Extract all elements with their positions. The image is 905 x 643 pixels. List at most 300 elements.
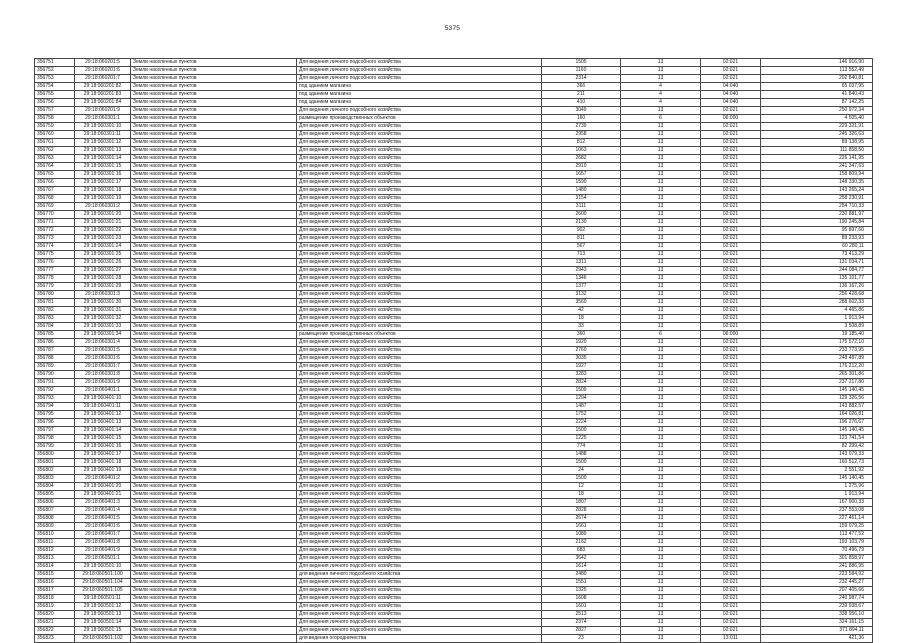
permitted-use-cell: Для ведения личного подсобного хозяйства <box>297 211 542 219</box>
table-row <box>35 395 873 403</box>
cadastral-number-cell: 29:18:060401:8 <box>75 539 131 547</box>
land-category-cell: Земли населенных пунктов <box>131 251 297 259</box>
use-code-cell: 13 <box>621 507 701 515</box>
area-cell: 160 <box>542 115 621 123</box>
permitted-use-cell: Для ведения личного подсобного хозяйства <box>297 507 542 515</box>
row-number-cell: 356780 <box>35 291 75 299</box>
cadastral-number-cell: 29:18:060401:10 <box>75 395 131 403</box>
table-row <box>35 443 873 451</box>
land-category-cell: Земли населенных пунктов <box>131 291 297 299</box>
permitted-use-cell: Для ведения личного подсобного хозяйства <box>297 619 542 627</box>
page-number: 5375 <box>444 25 461 32</box>
cadastral-value-cell: 145 140,45 <box>761 387 873 395</box>
row-number-cell: 356795 <box>35 411 75 419</box>
table-row <box>35 171 873 179</box>
classifier-code-cell: 02:021 <box>701 571 761 579</box>
permitted-use-cell: Для ведения личного подсобного хозяйства <box>297 131 542 139</box>
use-code-cell: 13 <box>621 523 701 531</box>
row-number-cell: 356803 <box>35 475 75 483</box>
table-row <box>35 523 873 531</box>
classifier-code-cell: 02:021 <box>701 491 761 499</box>
permitted-use-cell: Для ведения личного подсобного хозяйства <box>297 259 542 267</box>
table-row <box>35 611 873 619</box>
land-category-cell: Земли населенных пунктов <box>131 243 297 251</box>
area-cell: 1377 <box>542 283 621 291</box>
cadastral-number-cell: 29:18:060501:105 <box>75 587 131 595</box>
row-number-cell: 356811 <box>35 539 75 547</box>
use-code-cell: 13 <box>621 475 701 483</box>
permitted-use-cell: Для ведения личного подсобного хозяйства <box>297 403 542 411</box>
cadastral-number-cell: 29:18:060301:29 <box>75 283 131 291</box>
area-cell: 1488 <box>542 451 621 459</box>
permitted-use-cell: Для ведения личного подсобного хозяйства <box>297 75 542 83</box>
use-code-cell: 13 <box>621 419 701 427</box>
permitted-use-cell: Для ведения личного подсобного хозяйства <box>297 163 542 171</box>
permitted-use-cell: Для ведения личного подсобного хозяйства <box>297 595 542 603</box>
area-cell: 2480 <box>542 571 621 579</box>
row-number-cell: 356758 <box>35 115 75 123</box>
cadastral-number-cell: 29:18:060301:34 <box>75 331 131 339</box>
cadastral-value-cell: 164 026,81 <box>761 411 873 419</box>
row-number-cell: 356759 <box>35 123 75 131</box>
use-code-cell: 13 <box>621 291 701 299</box>
cadastral-value-cell: 288 602,33 <box>761 299 873 307</box>
permitted-use-cell: Для ведения личного подсобного хозяйства <box>297 219 542 227</box>
area-cell: 713 <box>542 251 621 259</box>
area-cell: 2828 <box>542 507 621 515</box>
use-code-cell: 13 <box>621 107 701 115</box>
row-number-cell: 356797 <box>35 427 75 435</box>
land-category-cell: Земли населенных пунктов <box>131 411 297 419</box>
classifier-code-cell: 02:021 <box>701 59 761 67</box>
permitted-use-cell: размещение производственных объектов <box>297 331 542 339</box>
classifier-code-cell: 02:021 <box>701 523 761 531</box>
cadastral-number-cell: 29:18:060401:4 <box>75 507 131 515</box>
cadastral-value-cell: 239 938,67 <box>761 603 873 611</box>
table-row <box>35 419 873 427</box>
table-row <box>35 331 873 339</box>
permitted-use-cell: Для ведения личного подсобного хозяйства <box>297 171 542 179</box>
land-category-cell: Земли населенных пунктов <box>131 67 297 75</box>
cadastral-number-cell: 29:18:060301:27 <box>75 267 131 275</box>
land-category-cell: Земли населенных пунктов <box>131 587 297 595</box>
cadastral-value-cell: 60 280,11 <box>761 243 873 251</box>
classifier-code-cell: 02:021 <box>701 347 761 355</box>
use-code-cell: 13 <box>621 427 701 435</box>
cadastral-number-cell: 29:18:060301:10 <box>75 123 131 131</box>
area-cell: 902 <box>542 227 621 235</box>
use-code-cell: 13 <box>621 307 701 315</box>
cadastral-number-cell: 29:18:060401:15 <box>75 435 131 443</box>
row-number-cell: 356778 <box>35 275 75 283</box>
area-cell: 2224 <box>542 419 621 427</box>
classifier-code-cell: 13:011 <box>701 635 761 643</box>
use-code-cell: 4 <box>621 99 701 107</box>
use-code-cell: 13 <box>621 75 701 83</box>
row-number-cell: 356822 <box>35 627 75 635</box>
cadastral-value-cell: 158 809,94 <box>761 171 873 179</box>
cadastral-value-cell: 338 956,10 <box>761 611 873 619</box>
classifier-code-cell: 02:021 <box>701 587 761 595</box>
cadastral-value-cell: 223 584,92 <box>761 571 873 579</box>
permitted-use-cell: Для ведения личного подсобного хозяйства <box>297 611 542 619</box>
use-code-cell: 13 <box>621 411 701 419</box>
permitted-use-cell: под зданием магазина <box>297 91 542 99</box>
permitted-use-cell: Для ведения личного подсобного хозяйства <box>297 291 542 299</box>
use-code-cell: 13 <box>621 491 701 499</box>
land-category-cell: Земли населенных пунктов <box>131 99 297 107</box>
table-row <box>35 267 873 275</box>
cadastral-number-cell: 29:18:060501:13 <box>75 611 131 619</box>
row-number-cell: 356753 <box>35 75 75 83</box>
table-row <box>35 187 873 195</box>
table-row <box>35 403 873 411</box>
row-number-cell: 356823 <box>35 635 75 643</box>
area-cell: 24 <box>542 467 621 475</box>
row-number-cell: 356751 <box>35 59 75 67</box>
row-number-cell: 356796 <box>35 419 75 427</box>
table-row <box>35 515 873 523</box>
cadastral-value-cell: 143 079,33 <box>761 451 873 459</box>
permitted-use-cell: Для ведения личного подсобного хозяйства <box>297 179 542 187</box>
row-number-cell: 356776 <box>35 259 75 267</box>
cadastral-number-cell: 29:18:060301:28 <box>75 275 131 283</box>
cadastral-number-cell: 29:18:060301:15 <box>75 163 131 171</box>
cadastral-value-cell: 111 858,50 <box>761 147 873 155</box>
classifier-code-cell: 02:021 <box>701 147 761 155</box>
use-code-cell: 13 <box>621 483 701 491</box>
table-row <box>35 163 873 171</box>
cadastral-number-cell: 29:18:060301:12 <box>75 139 131 147</box>
classifier-code-cell: 02:021 <box>701 363 761 371</box>
cadastral-number-cell: 29:18:060201:9 <box>75 107 131 115</box>
cadastral-number-cell: 29:18:060301:19 <box>75 195 131 203</box>
permitted-use-cell: Для ведения личного подсобного хозяйства <box>297 395 542 403</box>
use-code-cell: 4 <box>621 83 701 91</box>
cadastral-value-cell: 4 465,86 <box>761 307 873 315</box>
cadastral-value-cell: 241 347,63 <box>761 163 873 171</box>
cadastral-number-cell: 29:18:060301:16 <box>75 171 131 179</box>
row-number-cell: 356801 <box>35 459 75 467</box>
cadastral-value-cell: 421,36 <box>761 635 873 643</box>
use-code-cell: 6 <box>621 115 701 123</box>
land-category-cell: Земли населенных пунктов <box>131 347 297 355</box>
row-number-cell: 356772 <box>35 227 75 235</box>
area-cell: 2943 <box>542 267 621 275</box>
row-number-cell: 356798 <box>35 435 75 443</box>
cadastral-value-cell: 240 987,74 <box>761 595 873 603</box>
row-number-cell: 356794 <box>35 403 75 411</box>
cadastral-number-cell: 29:18:060301:8 <box>75 371 131 379</box>
row-number-cell: 356813 <box>35 555 75 563</box>
land-category-cell: Земли населенных пунктов <box>131 515 297 523</box>
classifier-code-cell: 02:021 <box>701 259 761 267</box>
cadastral-value-cell: 241 886,95 <box>761 563 873 571</box>
classifier-code-cell: 02:021 <box>701 531 761 539</box>
cadastral-number-cell: 29:18:060501:10 <box>75 563 131 571</box>
area-cell: 2374 <box>542 619 621 627</box>
permitted-use-cell: Для ведения личного подсобного хозяйства <box>297 515 542 523</box>
cadastral-value-cell: 145 140,45 <box>761 427 873 435</box>
area-cell: 12 <box>542 483 621 491</box>
classifier-code-cell: 02:021 <box>701 539 761 547</box>
permitted-use-cell: Для ведения личного подсобного хозяйства <box>297 627 542 635</box>
row-number-cell: 356790 <box>35 371 75 379</box>
cadastral-value-cell: 1 913,94 <box>761 315 873 323</box>
area-cell: 1500 <box>542 459 621 467</box>
table-row <box>35 139 873 147</box>
cadastral-value-cell: 256 428,68 <box>761 291 873 299</box>
row-number-cell: 356764 <box>35 163 75 171</box>
area-cell: 567 <box>542 243 621 251</box>
cadastral-number-cell: 29:18:060401:21 <box>75 491 131 499</box>
row-number-cell: 356762 <box>35 147 75 155</box>
use-code-cell: 13 <box>621 555 701 563</box>
row-number-cell: 356769 <box>35 203 75 211</box>
area-cell: 18 <box>542 491 621 499</box>
classifier-code-cell: 02:021 <box>701 139 761 147</box>
row-number-cell: 356792 <box>35 387 75 395</box>
land-category-cell: Земли населенных пунктов <box>131 547 297 555</box>
row-number-cell: 356808 <box>35 515 75 523</box>
land-category-cell: Земли населенных пунктов <box>131 523 297 531</box>
permitted-use-cell: Для ведения личного подсобного хозяйства <box>297 283 542 291</box>
area-cell: 1608 <box>542 595 621 603</box>
area-cell: 410 <box>542 99 621 107</box>
area-cell: 1089 <box>542 531 621 539</box>
classifier-code-cell: 02:021 <box>701 163 761 171</box>
table-row <box>35 59 873 67</box>
cadastral-value-cell: 89 138,95 <box>761 139 873 147</box>
permitted-use-cell: Для ведения личного подсобного хозяйства <box>297 411 542 419</box>
table-row <box>35 219 873 227</box>
land-category-cell: Земли населенных пунктов <box>131 59 297 67</box>
classifier-code-cell: 02:021 <box>701 339 761 347</box>
area-cell: 211 <box>542 91 621 99</box>
permitted-use-cell: Для ведения личного подсобного хозяйства <box>297 531 542 539</box>
table-row <box>35 291 873 299</box>
cadastral-value-cell: 233 773,95 <box>761 347 873 355</box>
use-code-cell: 13 <box>621 387 701 395</box>
cadastral-value-cell: 135 101,77 <box>761 275 873 283</box>
classifier-code-cell: 02:021 <box>701 379 761 387</box>
classifier-code-cell: 02:021 <box>701 515 761 523</box>
cadastral-number-cell: 29:18:060401:19 <box>75 467 131 475</box>
use-code-cell: 13 <box>621 635 701 643</box>
row-number-cell: 356818 <box>35 595 75 603</box>
cadastral-value-cell: 19 185,40 <box>761 331 873 339</box>
classifier-code-cell: 02:021 <box>701 395 761 403</box>
row-number-cell: 356757 <box>35 107 75 115</box>
cadastral-value-cell: 4 505,40 <box>761 115 873 123</box>
classifier-code-cell: 02:021 <box>701 323 761 331</box>
cadastral-number-cell: 29:18:060301:7 <box>75 363 131 371</box>
permitted-use-cell: Для ведения личного подсобного хозяйства <box>297 275 542 283</box>
classifier-code-cell: 02:021 <box>701 555 761 563</box>
permitted-use-cell: Для ведения личного подсобного хозяйства <box>297 467 542 475</box>
classifier-code-cell: 02:021 <box>701 123 761 131</box>
table-row <box>35 179 873 187</box>
cadastral-value-cell: 371 894,11 <box>761 627 873 635</box>
table-row <box>35 371 873 379</box>
permitted-use-cell: Для ведения личного подсобного хозяйства <box>297 227 542 235</box>
cadastral-value-cell: 301 858,97 <box>761 555 873 563</box>
classifier-code-cell: 02:021 <box>701 355 761 363</box>
cadastral-number-cell: 29:18:060301:30 <box>75 299 131 307</box>
land-category-cell: Земли населенных пунктов <box>131 259 297 267</box>
permitted-use-cell: Для ведения личного подсобного хозяйства <box>297 603 542 611</box>
cadastral-value-cell: 230 881,97 <box>761 211 873 219</box>
area-cell: 1294 <box>542 395 621 403</box>
cadastral-number-cell: 29:18:060401:6 <box>75 523 131 531</box>
land-category-cell: Земли населенных пунктов <box>131 459 297 467</box>
use-code-cell: 13 <box>621 467 701 475</box>
table-row <box>35 195 873 203</box>
table-row <box>35 235 873 243</box>
use-code-cell: 6 <box>621 331 701 339</box>
table-row <box>35 587 873 595</box>
permitted-use-cell: Для ведения личного подсобного хозяйства <box>297 107 542 115</box>
table-row <box>35 275 873 283</box>
use-code-cell: 13 <box>621 235 701 243</box>
area-cell: 23 <box>542 635 621 643</box>
cadastral-value-cell: 145 140,45 <box>761 475 873 483</box>
row-number-cell: 356765 <box>35 171 75 179</box>
use-code-cell: 13 <box>621 459 701 467</box>
table-row <box>35 203 873 211</box>
land-category-cell: Земли населенных пунктов <box>131 371 297 379</box>
classifier-code-cell: 02:021 <box>701 187 761 195</box>
cadastral-number-cell: 29:18:060501:1 <box>75 555 131 563</box>
row-number-cell: 356754 <box>35 83 75 91</box>
use-code-cell: 13 <box>621 59 701 67</box>
land-category-cell: Земли населенных пунктов <box>131 83 297 91</box>
classifier-code-cell: 02:021 <box>701 291 761 299</box>
use-code-cell: 13 <box>621 547 701 555</box>
table-row <box>35 75 873 83</box>
land-category-cell: Земли населенных пунктов <box>131 571 297 579</box>
table-row <box>35 491 873 499</box>
classifier-code-cell: 02:021 <box>701 563 761 571</box>
area-cell: 3111 <box>542 203 621 211</box>
cadastral-number-cell: 29:18:060301:4 <box>75 339 131 347</box>
area-cell: 2682 <box>542 155 621 163</box>
table-row <box>35 451 873 459</box>
classifier-code-cell: 02:021 <box>701 403 761 411</box>
row-number-cell: 356768 <box>35 195 75 203</box>
use-code-cell: 13 <box>621 611 701 619</box>
use-code-cell: 13 <box>621 67 701 75</box>
area-cell: 2513 <box>542 611 621 619</box>
permitted-use-cell: Для ведения личного подсобного хозяйства <box>297 371 542 379</box>
table-row <box>35 115 873 123</box>
land-category-cell: Земли населенных пунктов <box>131 75 297 83</box>
area-cell: 2130 <box>542 219 621 227</box>
table-row <box>35 435 873 443</box>
land-category-cell: Земли населенных пунктов <box>131 307 297 315</box>
use-code-cell: 13 <box>621 139 701 147</box>
cadastral-number-cell: 29:18:060201:83 <box>75 91 131 99</box>
area-cell: 2827 <box>542 627 621 635</box>
classifier-code-cell: 02:021 <box>701 595 761 603</box>
cadastral-value-cell: 41 840,43 <box>761 91 873 99</box>
permitted-use-cell: для ведения личного подсобного хозяйства <box>297 571 542 579</box>
use-code-cell: 13 <box>621 539 701 547</box>
area-cell: 1346 <box>542 275 621 283</box>
land-category-cell: Земли населенных пунктов <box>131 123 297 131</box>
land-category-cell: Земли населенных пунктов <box>131 163 297 171</box>
cadastral-number-cell: 29:18:060301:20 <box>75 211 131 219</box>
area-cell: 2958 <box>542 131 621 139</box>
permitted-use-cell: Для ведения личного подсобного хозяйства <box>297 307 542 315</box>
use-code-cell: 13 <box>621 243 701 251</box>
use-code-cell: 13 <box>621 187 701 195</box>
row-number-cell: 356787 <box>35 347 75 355</box>
classifier-code-cell: 06:000 <box>701 115 761 123</box>
use-code-cell: 13 <box>621 619 701 627</box>
use-code-cell: 13 <box>621 147 701 155</box>
cadastral-value-cell: 254 710,33 <box>761 203 873 211</box>
cadastral-number-cell: 29:18:060401:2 <box>75 475 131 483</box>
cadastral-number-cell: 29:18:060401:13 <box>75 419 131 427</box>
area-cell: 1614 <box>542 563 621 571</box>
land-category-cell: Земли населенных пунктов <box>131 611 297 619</box>
cadastral-value-cell: 245 326,63 <box>761 131 873 139</box>
use-code-cell: 13 <box>621 395 701 403</box>
permitted-use-cell: Для ведения личного подсобного хозяйства <box>297 555 542 563</box>
permitted-use-cell: Для ведения личного подсобного хозяйства <box>297 59 542 67</box>
area-cell: 1551 <box>542 579 621 587</box>
cadastral-value-cell: 250 972,34 <box>761 107 873 115</box>
land-category-cell: Земли населенных пунктов <box>131 619 297 627</box>
table-row <box>35 91 873 99</box>
classifier-code-cell: 02:021 <box>701 419 761 427</box>
area-cell: 1657 <box>542 171 621 179</box>
cadastral-number-cell: 29:18:060301:5 <box>75 347 131 355</box>
use-code-cell: 13 <box>621 571 701 579</box>
use-code-cell: 13 <box>621 171 701 179</box>
table-row <box>35 531 873 539</box>
land-category-cell: Земли населенных пунктов <box>131 467 297 475</box>
classifier-code-cell: 02:021 <box>701 203 761 211</box>
cadastral-value-cell: 146 916,90 <box>761 59 873 67</box>
table-row <box>35 411 873 419</box>
cadastral-value-cell: 89 233,93 <box>761 235 873 243</box>
cadastral-number-cell: 29:18:060301:1 <box>75 115 131 123</box>
cadastral-value-cell: 226 141,95 <box>761 155 873 163</box>
permitted-use-cell: Для ведения личного подсобного хозяйства <box>297 355 542 363</box>
row-number-cell: 356817 <box>35 587 75 595</box>
row-number-cell: 356806 <box>35 499 75 507</box>
classifier-code-cell: 02:021 <box>701 603 761 611</box>
area-cell: 811 <box>542 235 621 243</box>
permitted-use-cell: Для ведения личного подсобного хозяйства <box>297 123 542 131</box>
land-category-cell: Земли населенных пунктов <box>131 91 297 99</box>
land-category-cell: Земли населенных пунктов <box>131 219 297 227</box>
area-cell: 2314 <box>542 75 621 83</box>
table-row <box>35 67 873 75</box>
land-category-cell: Земли населенных пунктов <box>131 395 297 403</box>
area-cell: 1927 <box>542 363 621 371</box>
cadastral-number-cell: 29:18:060301:26 <box>75 259 131 267</box>
use-code-cell: 13 <box>621 563 701 571</box>
classifier-code-cell: 02:021 <box>701 267 761 275</box>
land-category-cell: Земли населенных пунктов <box>131 403 297 411</box>
use-code-cell: 13 <box>621 531 701 539</box>
land-category-cell: Земли населенных пунктов <box>131 115 297 123</box>
permitted-use-cell: под зданием магазина <box>297 99 542 107</box>
use-code-cell: 13 <box>621 443 701 451</box>
